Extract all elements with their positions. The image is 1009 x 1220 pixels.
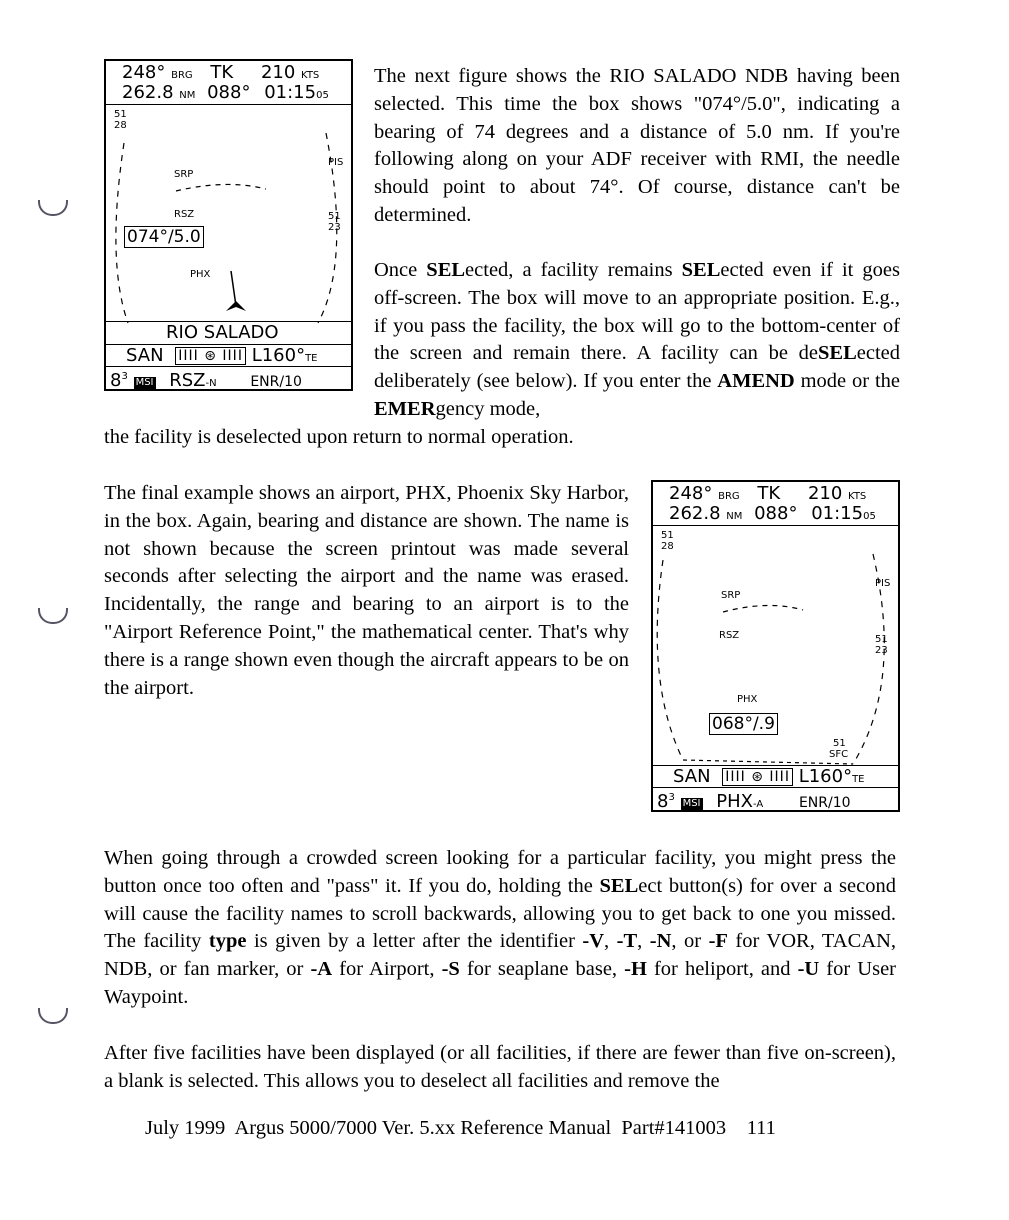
distance-unit: NM [179, 90, 196, 101]
footer-part-number: Part#141003 [621, 1117, 727, 1139]
srp-label: SRP [721, 590, 741, 601]
enroute-scale: ENR/10 [798, 795, 851, 811]
text-run: gency mode, [435, 397, 541, 420]
page-number: 111 [746, 1117, 776, 1139]
text-run: -N [649, 930, 672, 953]
msi-badge: MSI [682, 798, 701, 809]
facility-type: -A [752, 799, 764, 810]
altitude-right: 51 [875, 634, 888, 645]
speed-value: 210 [807, 483, 843, 504]
track-value: 088° [207, 82, 251, 103]
heading-unit: TE [852, 774, 865, 785]
track-label: TK [210, 62, 234, 83]
footer-date: July 1999 [145, 1117, 226, 1139]
text-run: SEL [818, 342, 857, 365]
msa-value: 8 [657, 791, 669, 812]
text-run: After five facilities have been displayed (or all facilities, if there are fewer than five on-screen), a blank is selected. This allows you to deselect all facilities and remove the [104, 1042, 896, 1092]
track-label: TK [757, 483, 781, 504]
distance-value: 262.8 [669, 503, 721, 524]
paragraph-scroll-backwards [104, 845, 896, 1012]
msa-value: 8 [110, 370, 122, 391]
sfc-altitude: 51 [833, 738, 846, 749]
msi-badge: MSI [135, 377, 154, 388]
facility-id: RSZ [169, 370, 206, 391]
text-run: Once [374, 259, 427, 281]
srp-label: SRP [174, 169, 194, 180]
text-run: the facility is deselected upon return to normal operation. [104, 426, 574, 448]
airport-code: SAN [126, 345, 164, 366]
footer-title: Argus 5000/7000 Ver. 5.xx Reference Manual [234, 1117, 612, 1139]
text-run: for Airport, [332, 958, 442, 981]
speed-unit: KTS [848, 491, 867, 502]
text-run: -V [582, 930, 605, 953]
altitude-top-2: 28 [114, 120, 127, 131]
pis-label: PIS [875, 578, 891, 589]
binder-hole-top [38, 200, 68, 216]
display-screen-rio-salado [104, 59, 353, 391]
text-run: , [604, 930, 617, 953]
paragraph-airport-example [104, 480, 629, 702]
altitude-right-2: 23 [875, 645, 888, 656]
text-run: -H [624, 958, 647, 981]
paragraph-selected-facility [374, 257, 900, 424]
range-arc [653, 482, 898, 810]
text-run: -F [708, 930, 728, 953]
signal-bars: IIII ⊛ IIII [175, 347, 246, 365]
paragraph-blank-selection [104, 1040, 896, 1096]
altitude-right: 51 [328, 211, 341, 222]
msa-sup: 3 [121, 371, 128, 382]
heading-value: L160° [251, 345, 306, 366]
text-run: SEL [426, 259, 466, 281]
phx-label: PHX [737, 694, 758, 705]
text-run: -S [441, 958, 460, 981]
rsz-label: RSZ [719, 630, 740, 641]
rsz-label: RSZ [174, 209, 195, 220]
text-run: ect button(s) for over a second will cause the facility names to scroll backwards, allowing you to get back to one you missed. The facility [104, 874, 896, 953]
time-value: 01:15 [811, 503, 864, 524]
msa-sup: 3 [668, 792, 675, 803]
text-run: , or [671, 930, 709, 953]
speed-unit: KTS [301, 70, 320, 81]
pis-label: PIS [328, 157, 344, 168]
distance-unit: NM [726, 511, 743, 522]
bearing-unit: BRG [718, 491, 740, 502]
time-seconds: 05 [863, 511, 876, 522]
time-seconds: 05 [316, 90, 329, 101]
enroute-scale: ENR/10 [250, 374, 302, 390]
page-footer [145, 1117, 776, 1140]
text-run: -T [616, 930, 638, 953]
bearing-value: 248° [122, 62, 166, 83]
text-run: -U [797, 958, 820, 981]
display-screen-phx [651, 480, 900, 812]
track-value: 088° [754, 503, 798, 524]
text-run: ected even if it goes off-screen. The box will move to an appropriate position. E.g., if you pass the facility, the box will go to the bottom-center of the screen and remain there. A facility can be de [374, 259, 900, 365]
text-run: mode or the [794, 370, 900, 393]
facility-name: RIO SALADO [166, 322, 279, 343]
text-run: EMER [374, 397, 436, 420]
altitude-top-2: 28 [661, 541, 674, 552]
altitude-right-2: 23 [328, 222, 341, 233]
text-run: for heliport, and [646, 958, 798, 981]
text-run: When going through a crowded screen looking for a particular facility, you might press the button once too often and "pass" it. If you do, holding the [104, 847, 896, 897]
altitude-top: 51 [114, 109, 127, 120]
text-run: for VOR, TACAN, NDB, or fan marker, or [104, 930, 897, 981]
text-run: for seaplane base, [459, 958, 625, 981]
text-run: AMEND [717, 370, 795, 393]
time-value: 01:15 [264, 82, 317, 103]
phx-label: PHX [190, 269, 211, 280]
text-run: ected, a facility remains [465, 259, 682, 281]
text-run: The final example shows an airport, PHX, Phoenix Sky Harbor, in the box. Again, bearing and distance are shown. The name is not shown because the screen printout was made several seconds after selecting the airport and the name was erased. Incidentally, the range and bearing to an airport is to the "Airport Reference Point," the mathematical center. That's why there is a range shown even though the aircraft appears to be on the airport. [104, 482, 629, 699]
sfc-label: SFC [829, 749, 849, 760]
facility-id: PHX [716, 791, 753, 812]
heading-value: L160° [798, 766, 853, 787]
altitude-top: 51 [661, 530, 674, 541]
text-run: for User Waypoint. [104, 958, 896, 1008]
binder-hole-middle [38, 608, 68, 624]
text-run: , [637, 930, 650, 953]
bearing-value: 248° [669, 483, 713, 504]
text-run: ected deliberately (see below). If you enter the [374, 342, 900, 393]
signal-bars: IIII ⊛ IIII [722, 768, 793, 786]
bearing-unit: BRG [171, 70, 193, 81]
text-run: SEL [681, 259, 721, 281]
binder-hole-bottom [38, 1008, 68, 1024]
facility-type: -N [205, 378, 217, 389]
text-run: is given by a letter after the identifier [246, 930, 583, 953]
text-run: The next figure shows the RIO SALADO NDB having been selected. This time the box shows "074°/5.0", indicating a bearing of 74 degrees and a distance of 5.0 nm. If you're following along on your ADF receiver with RMI, the needle should point to about 74°. Of course, distance can't be determined. [374, 65, 900, 226]
text-run: SEL [599, 874, 639, 897]
paragraph-rio-salado [374, 63, 900, 230]
text-run: type [208, 930, 247, 953]
distance-value: 262.8 [122, 82, 174, 103]
airport-code: SAN [673, 766, 711, 787]
heading-unit: TE [305, 353, 318, 364]
text-run: -A [310, 958, 333, 981]
selection-box: 068°/.9 [709, 713, 778, 735]
paragraph-selected-facility-end [104, 424, 900, 452]
selection-box: 074°/5.0 [124, 226, 204, 248]
speed-value: 210 [260, 62, 296, 83]
